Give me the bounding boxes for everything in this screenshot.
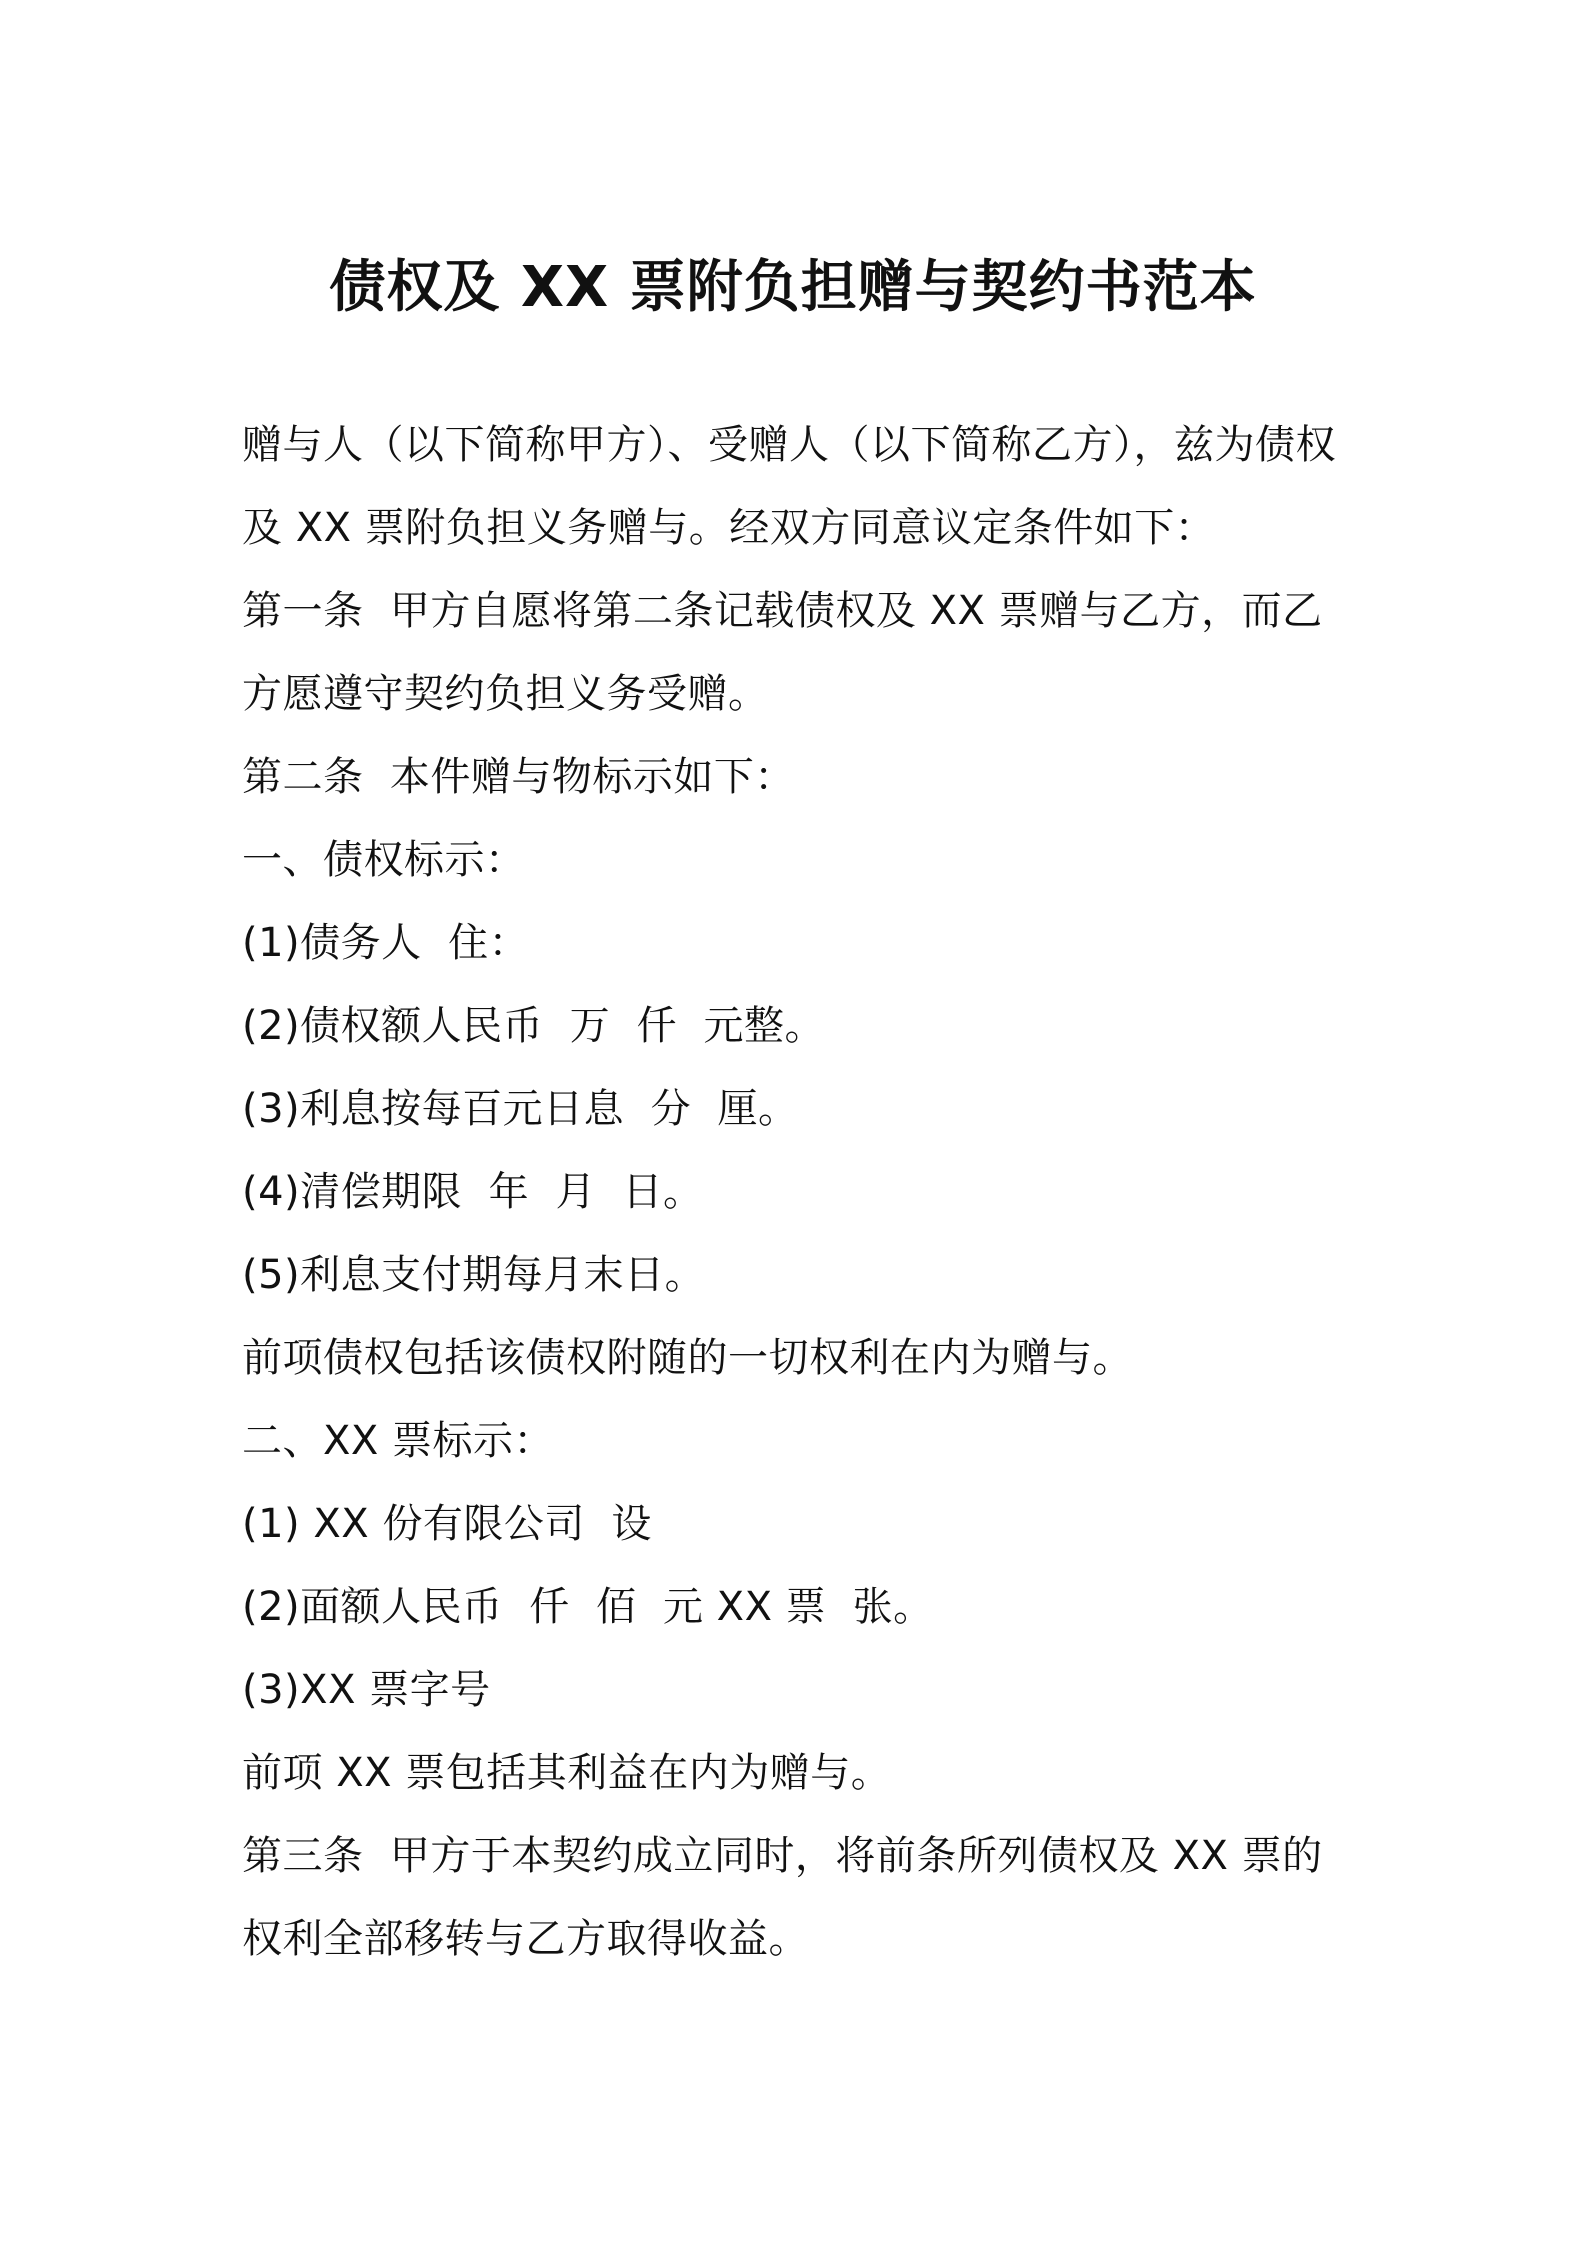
- list-item: (3)利息按每百元日息 分 厘。: [242, 1086, 799, 1132]
- paragraph-line: 前项债权包括该债权附随的一切权利在内为赠与。: [242, 1335, 1133, 1381]
- list-item: (4)清偿期限 年 月 日。: [242, 1169, 704, 1215]
- list-item: (3)XX 票字号: [242, 1667, 491, 1713]
- paragraph-line: 赠与人（以下简称甲方）、受赠人（以下简称乙方），兹为债权: [242, 422, 1336, 468]
- paragraph-line: 前项 XX 票包括其利益在内为赠与。: [242, 1750, 892, 1796]
- list-item: (2)债权额人民币 万 仟 元整。: [242, 1003, 825, 1049]
- document-title: 债权及 XX 票附负担赠与契约书范本: [329, 255, 1257, 320]
- article-2-heading: 第二条 本件赠与物标示如下：: [242, 754, 795, 800]
- list-item: (5)利息支付期每月末日。: [242, 1252, 706, 1298]
- section-heading-claims: 一、债权标示：: [242, 837, 526, 883]
- section-heading-tickets: 二、XX 票标示：: [242, 1418, 555, 1464]
- article-3-line: 第三条 甲方于本契约成立同时，将前条所列债权及 XX 票的: [242, 1833, 1323, 1879]
- article-1-line: 第一条 甲方自愿将第二条记载债权及 XX 票赠与乙方，而乙: [242, 588, 1323, 634]
- list-item: (2)面额人民币 仟 佰 元 XX 票 张。: [242, 1584, 934, 1630]
- list-item: (1)债务人 住：: [242, 920, 530, 966]
- article-1-line: 方愿遵守契约负担义务受赠。: [242, 671, 769, 717]
- paragraph-line: 及 XX 票附负担义务赠与。经双方同意议定条件如下：: [242, 505, 1216, 551]
- article-3-line: 权利全部移转与乙方取得收益。: [242, 1916, 809, 1962]
- document-body: [242, 404, 1352, 1981]
- list-item: (1) XX 份有限公司 设: [242, 1501, 652, 1547]
